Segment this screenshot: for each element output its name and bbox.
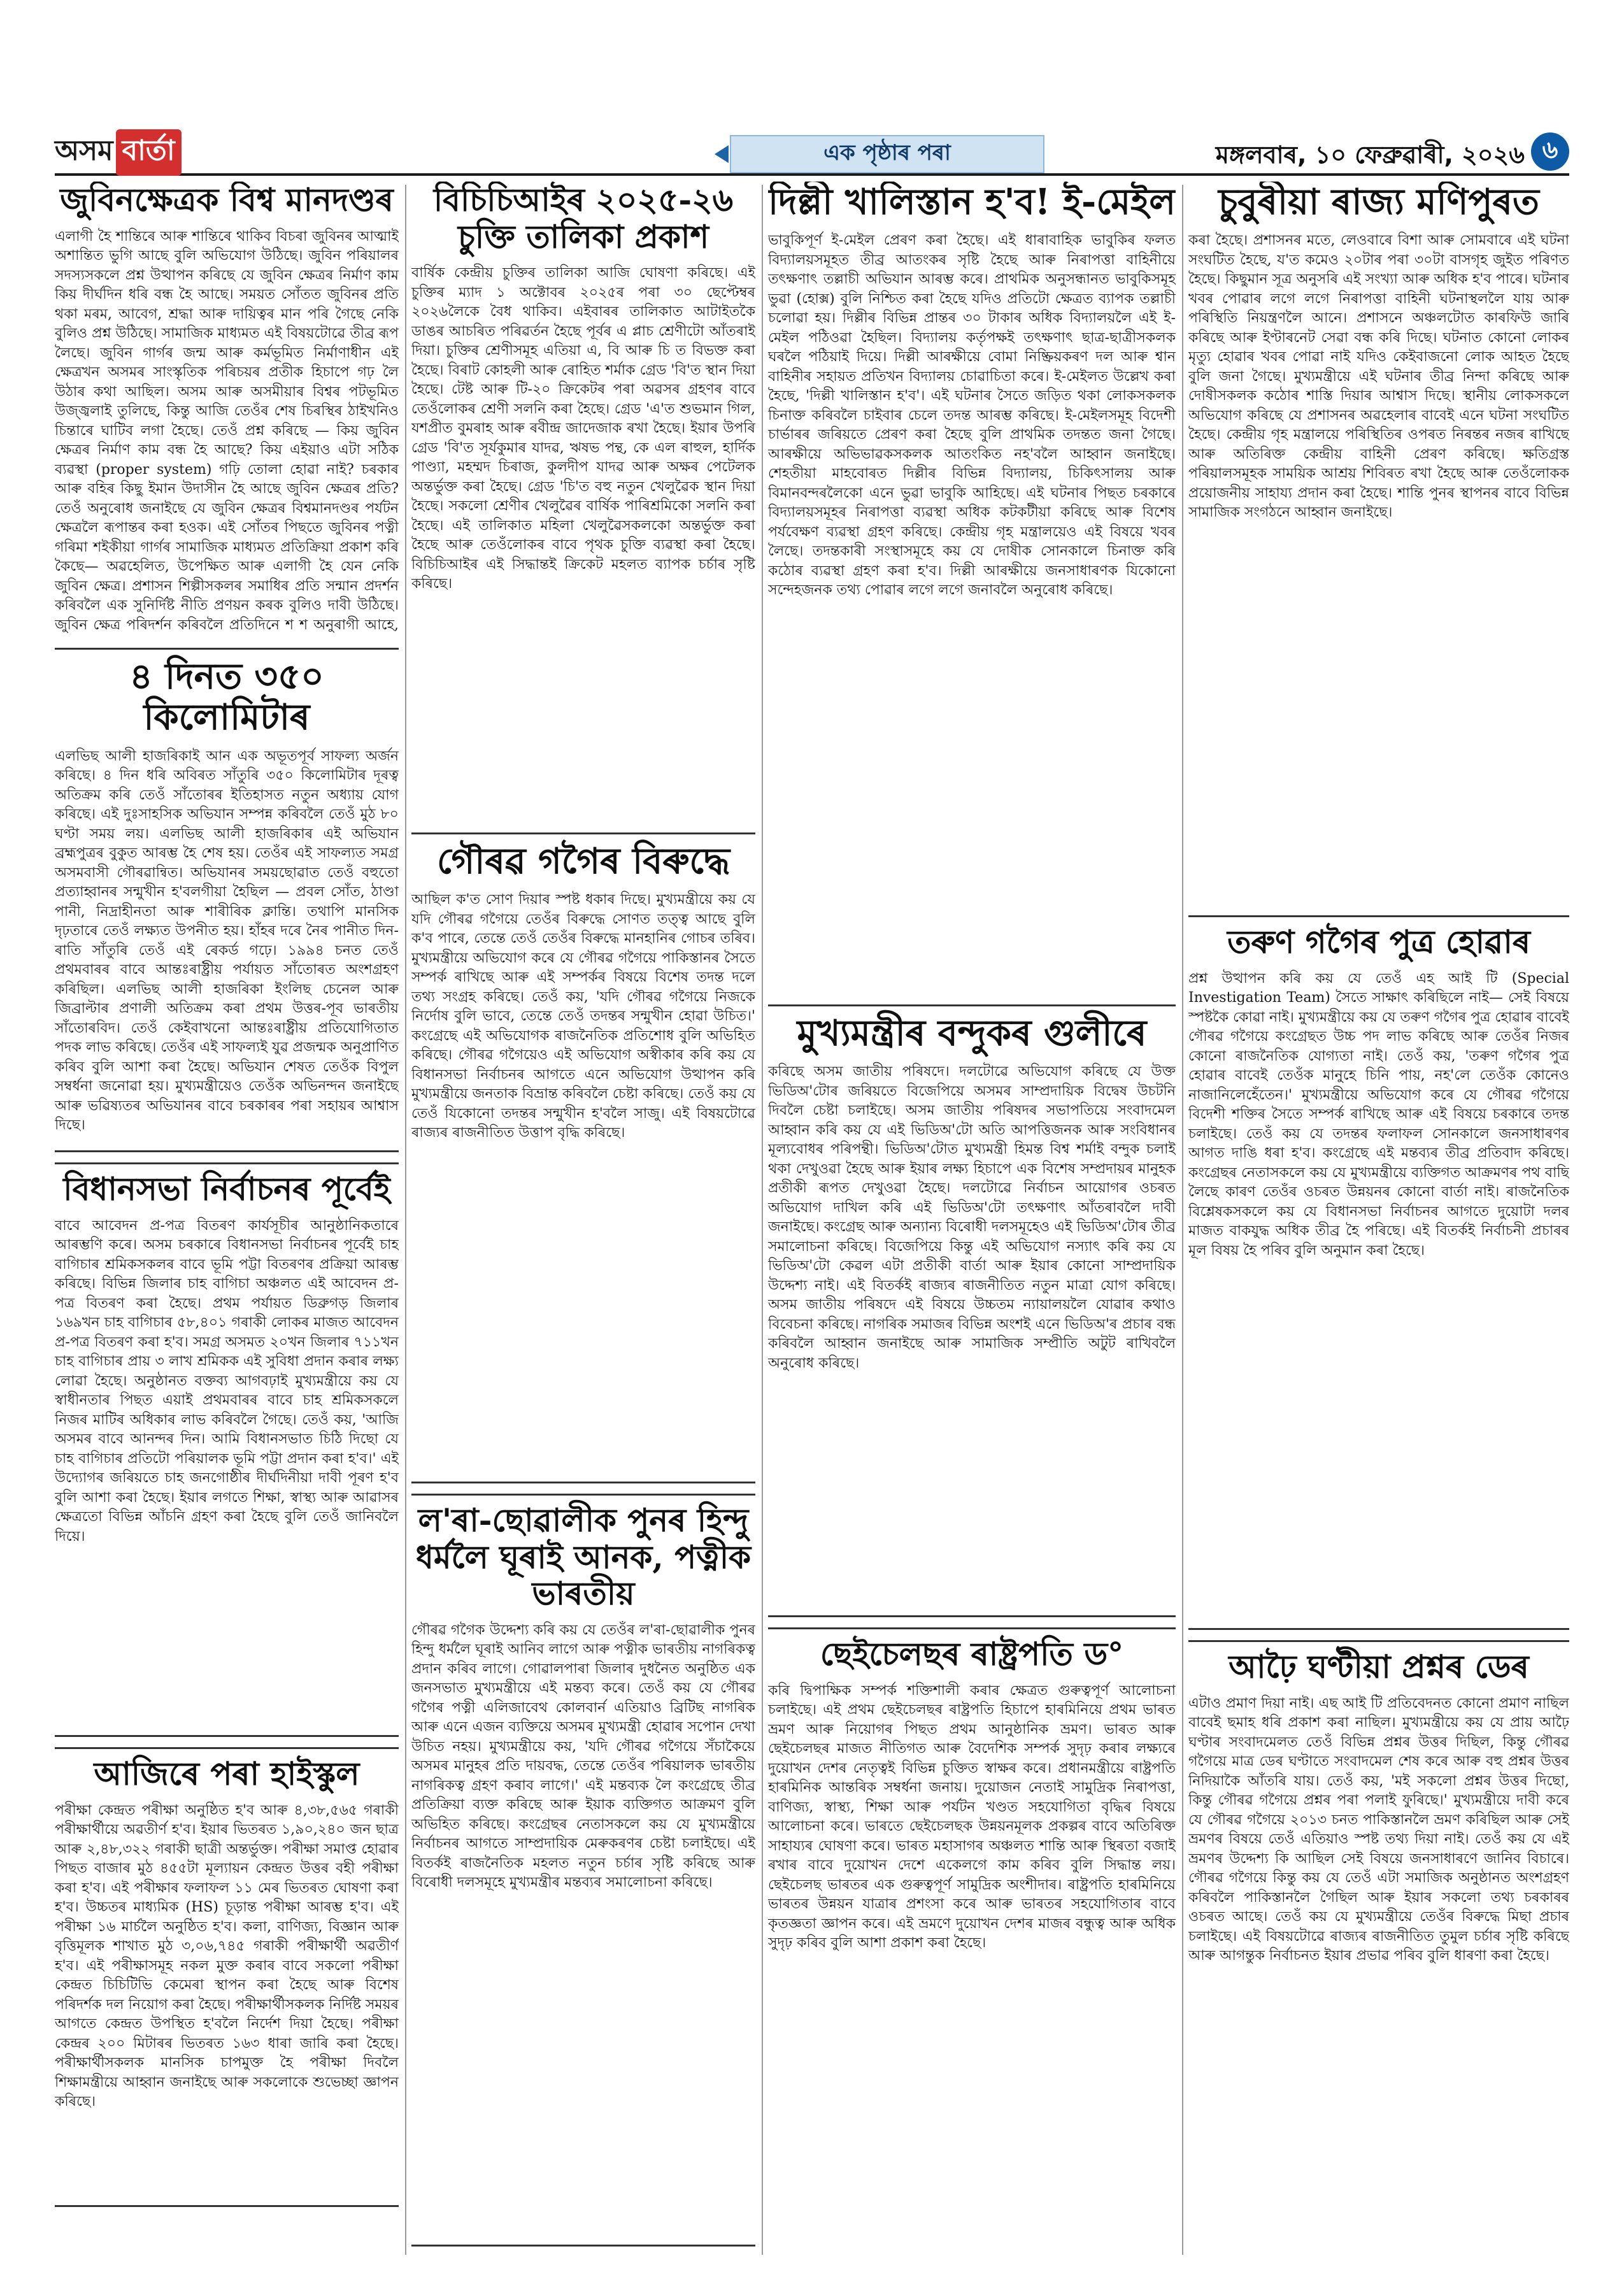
column-1 bbox=[55, 182, 399, 2258]
column-4 bbox=[1188, 182, 1569, 2258]
article-body: প্ৰশ্ন উত্থাপন কৰি কয় যে তেওঁ এহ আই টি (Special Investigation Team) সৈতে সাক্ষাৎ কৰিছিলে নাই— সেই বিষয়ে স্পষ্টকৈ কোৱা নাই। মুখ্যমন্ত্ৰীয়ে কয় যে তৰুণ গগৈৰ পুত্ৰ হোৱাৰ বাবেই গৌৰৱ গগৈয়ে কংগ্ৰেছত উচ্চ পদ লাভ কৰিছে আৰু তেওঁৰ নিজৰ কোনো ৰাজনৈতিক যোগ্যতা নাই। তেওঁ কয়, 'তৰুণ গগৈৰ পুত্ৰ হোৱাৰ বাবেই তেওঁক মানুহে চিনি পায়, নহ'লে তেওঁক কোনেও নাজানিলেহেঁতেন।' মুখ্যমন্ত্ৰীয়ে অভিযোগ কৰে যে গৌৰৱ গগৈয়ে বিদেশী শক্তিৰ সৈতে সম্পৰ্ক ৰাখিছে আৰু এই বিষয়ে চৰকাৰে তদন্ত চলাইছে। তেওঁ কয় যে তদন্তৰ ফলাফল সোনকালে জনসাধাৰণৰ আগত দাঙি ধৰা হ'ব। কংগ্ৰেছে এই মন্তব্যৰ তীব্ৰ প্ৰতিবাদ কৰিছে। কংগ্ৰেছৰ নেতাসকলে কয় যে মুখ্যমন্ত্ৰীয়ে ব্যক্তিগত আক্ৰমণৰ পথ বাছি লৈছে কাৰণ তেওঁৰ ওচৰত উন্নয়নৰ কোনো বাৰ্তা নাই। ৰাজনৈতিক বিশ্লেষকসকলে কয় যে বিধানসভা নিৰ্বাচনৰ আগতে দুয়োটা দলৰ মাজত বাকযুদ্ধ অধিক তীব্ৰ হৈ পৰিছে। এই বিতৰ্কই নিৰ্বাচনী প্ৰচাৰৰ মূল বিষয় হৈ পৰিব বুলি অনুমান কৰা হৈছে। bbox=[1188, 970, 1569, 1259]
article-body: এলাগী হৈ শান্তিৰে আৰু শান্তিৰে থাকিব বিচৰা জুবিনৰ আত্মাই অশান্তিত ভুগি আছে বুলি অভিযোগ উঠিছে। জুবিন পৰিয়ালৰ সদস্যসকলে প্ৰশ্ন উত্থাপন কৰিছে যে জুবিন ক্ষেত্ৰৰ নিৰ্মাণ কাম কিয় দীৰ্ঘদিন ধৰি বন্ধ হৈ আছে। সময়ত সোঁতত জুবিনৰ প্ৰতি থকা মৰম, আবেগ, শ্ৰদ্ধা আৰু দায়িত্বৰ মান পৰি গৈছে নেকি বুলিও প্ৰশ্ন উঠিছে। সামাজিক মাধ্যমত এই বিষয়টোৱে তীব্ৰ ৰূপ লৈছে। জুবিন গাৰ্গৰ জন্ম আৰু কৰ্মভূমিত নিৰ্মাণাধীন এই ক্ষেত্ৰখন অসমৰ সাংস্কৃতিক পৰিচয়ৰ প্ৰতীক হিচাপে গঢ় লৈ উঠাৰ কথা আছিল। অসম আৰু অসমীয়াৰ বিশ্বৰ পটভূমিত উজ্জ্বলাই তুলিছে, কিন্তু আজি তেওঁৰ শেষ চিৰস্থিৰ ঠাইখনিও চিন্তাৰে ঘাটিব লগা হৈছে। তেওঁ প্ৰশ্ন কৰিছে — কিয় জুবিন ক্ষেত্ৰৰ নিৰ্মাণ কাম বন্ধ হৈ আছে? কিয় এইয়াও এটা সঠিক ব্যৱস্থা (proper system) গঢ়ি তোলা হোৱা নাই? চৰকাৰ আৰু বহিৰ কিছু ইমান উদাসীন হৈ আছে জুবিন ক্ষেত্ৰৰ প্ৰতি? তেওঁ অনুৰোধ জনাইছে যে জুবিন ক্ষেত্ৰৰ বিশ্বমানদণ্ডৰ পৰ্যটন ক্ষেত্ৰলৈ ৰূপান্তৰ কৰা হওক। এই সোঁতৰ পিছতে জুবিনৰ পত্নী গৰিমা শইকীয়া গাৰ্গৰ সামাজিক মাধ্যমত প্ৰতিক্ৰিয়া প্ৰকাশ কৰি কৈছে— অৱহেলিত, উপেক্ষিত আৰু এলাগী হৈ যেন নেকি জুবিন ক্ষেত্ৰ। প্ৰশাসন শিল্পীসকলৰ সমাধিৰ প্ৰতি সন্মান প্ৰদৰ্শন কৰিবলৈ এক সুনিৰ্দিষ্ট নীতি প্ৰণয়ন কৰক বুলিও দাবী উঠিছে। জুবিন ক্ষেত্ৰ পৰিদৰ্শন কৰিবলৈ প্ৰতিদিনে শ শ অনুৰাগী আহে, bbox=[55, 228, 399, 633]
article-headline[interactable]: আজিৰে পৰা হাইস্কুল bbox=[94, 1755, 360, 1792]
article-press-conference bbox=[1188, 1640, 1569, 2258]
article-jubin-kshetra bbox=[55, 182, 399, 634]
article-bcci-contracts bbox=[411, 182, 755, 818]
article-headline[interactable]: চুবুৰীয়া ৰাজ্য মণিপুৰত bbox=[1218, 182, 1539, 223]
masthead bbox=[55, 132, 1569, 176]
article-headline[interactable]: দিল্লী খালিস্তান হ'ব! ই-মেইল bbox=[768, 182, 1176, 223]
article-cm-gun-video bbox=[768, 1004, 1176, 1617]
article-body: গৌৰৱ গগৈক উদ্দেশ্য কৰি কয় যে তেওঁৰ ল'ৰা-ছোৱালীক পুনৰ হিন্দু ধৰ্মলৈ ঘূৰাই আনিব লাগে আৰু পত্নীক ভাৰতীয় নাগৰিকত্ব প্ৰদান কৰিব লাগে। গোৱালপাৰা জিলাৰ দুধনৈত অনুষ্ঠিত এক জনসভাত মুখ্যমন্ত্ৰীয়ে এই মন্তব্য কৰে। তেওঁ কয় যে গৌৰৱ গগৈৰ পত্নী এলিজাবেথ কোলবাৰ্ন এতিয়াও ব্ৰিটিছ নাগৰিক আৰু এনে এজন ব্যক্তিয়ে অসমৰ মুখ্যমন্ত্ৰী হোৱাৰ সপোন দেখা উচিত নহয়। মুখ্যমন্ত্ৰীয়ে কয়, 'যদি গৌৰৱ গগৈয়ে সঁচাকৈয়ে অসমৰ মানুহৰ প্ৰতি দায়বদ্ধ, তেন্তে তেওঁৰ পৰিয়ালক ভাৰতীয় নাগৰিকত্ব গ্ৰহণ কৰাব লাগে।' এই মন্তব্যক লৈ কংগ্ৰেছে তীব্ৰ প্ৰতিক্ৰিয়া ব্যক্ত কৰিছে আৰু ইয়াক ব্যক্তিগত আক্ৰমণ বুলি অভিহিত কৰিছে। কংগ্ৰেছৰ নেতাসকলে কয় যে মুখ্যমন্ত্ৰীয়ে নিৰ্বাচনৰ আগতে সাম্প্ৰদায়িক মেৰুকৰণৰ চেষ্টা চলাইছে। এই বিতৰ্কই ৰাজনৈতিক মহলত নতুন চৰ্চাৰ সৃষ্টি কৰিছে আৰু বিৰোধী দলসমূহে মুখ্যমন্ত্ৰীৰ মন্তব্যৰ সমালোচনা কৰিছে। bbox=[411, 1622, 755, 1890]
article-hindu-religion bbox=[411, 1494, 755, 2247]
article-headline[interactable]: আঢ়ৈ ঘণ্টীয়া প্ৰশ্নৰ ডেৰ bbox=[1229, 1648, 1529, 1685]
article-body: এলভিছ আলী হাজৰিকাই আন এক অভূতপূৰ্ব সাফল্য অৰ্জন কৰিছে। ৪ দিন ধৰি অবিৰত সাঁতুৰি ৩৫০ কিলোমিটাৰ দূৰত্ব অতিক্ৰম কৰি তেওঁ সাঁতোৰৰ ইতিহাসত নতুন অধ্যায় যোগ কৰিছে। এই দুঃসাহসিক অভিযান সম্পন্ন কৰিবলৈ তেওঁ মুঠ ৮০ ঘণ্টা সময় লয়। এলভিছ আলী হাজৰিকাৰ এই অভিযান ব্ৰহ্মপুত্ৰৰ বুকুত আৰম্ভ হৈ শেষ হয়। তেওঁৰ এই সাফল্যত সমগ্ৰ অসমবাসী গৌৰৱান্বিত। অভিযানৰ সময়ছোৱাত তেওঁ বহুতো প্ৰত্যাহ্বানৰ সন্মুখীন হ'বলগীয়া হৈছিল — প্ৰবল সোঁত, ঠাণ্ডা পানী, নিদ্ৰাহীনতা আৰু শাৰীৰিক ক্লান্তি। তথাপি মানসিক দৃঢ়তাৰে তেওঁ লক্ষ্যত উপনীত হয়। হাঁহৰ দৰে নৈৰ পানীত দিন-ৰাতি সাঁতুৰি তেওঁ এই ৰেকৰ্ড গঢ়ে। ১৯৯৪ চনত তেওঁ প্ৰথমবাৰৰ বাবে আন্তঃৰাষ্ট্ৰীয় পৰ্যায়ত সাঁতোৰত অংশগ্ৰহণ কৰিছিল। এলভিছ আলী হাজৰিকা ইংলিছ চেনেল আৰু জিব্ৰাল্টাৰ প্ৰণালী অতিক্ৰম কৰা প্ৰথম উত্তৰ-পূব ভাৰতীয় সাঁতোৰবিদ। তেওঁ কেইবাখনো আন্তঃৰাষ্ট্ৰীয় প্ৰতিযোগিতাত পদক লাভ কৰিছে। তেওঁৰ এই সাফল্যই যুৱ প্ৰজন্মক অনুপ্ৰাণিত কৰিব বুলি আশা কৰা হৈছে। অভিযান শেষত তেওঁক বিপুল সম্বৰ্ধনা জনোৱা হয়। মুখ্যমন্ত্ৰীয়েও তেওঁক অভিনন্দন জনাইছে আৰু ভৱিষ্যতৰ অভিযানৰ বাবে চৰকাৰৰ পৰা সহায়ৰ আশ্বাস দিছে। bbox=[55, 748, 399, 1134]
logo-text-part2: বাৰ্তা bbox=[116, 129, 182, 176]
article-delhi-khalistan-email bbox=[768, 182, 1176, 990]
article-headline[interactable]: বিচিচিআইৰ ২০২৫-২৬ চুক্তি তালিকা প্ৰকাশ bbox=[433, 182, 734, 255]
article-body: কৰিছে অসম জাতীয় পৰিষদে। দলটোৱে অভিযোগ কৰিছে যে উক্ত ভিডিঅ'টোৰ জৰিয়তে বিজেপিয়ে অসমৰ সাম্প্ৰদায়িক বিদ্বেষ উচটনি দিবলৈ চেষ্টা চলাইছে। অসম জাতীয় পৰিষদৰ সভাপতিয়ে সংবাদমেল আহ্বান কৰি কয় যে এই ভিডিঅ'টো অতি আপত্তিজনক আৰু সংবিধানৰ মূল্যবোধৰ পৰিপন্থী। ভিডিঅ'টোত মুখ্যমন্ত্ৰী হিমন্ত বিশ্ব শৰ্মাই বন্দুক চলাই থকা দেখুওৱা হৈছে আৰু ইয়াৰ লক্ষ্য হিচাপে এক বিশেষ সম্প্ৰদায়ৰ মানুহক প্ৰতীকী ৰূপত দেখুওৱা হৈছে। দলটোৱে নিৰ্বাচন আয়োগৰ ওচৰত অভিযোগ দাখিল কৰি এই ভিডিঅ'টো তৎক্ষণাৎ আঁতৰাবলৈ দাবী জনাইছে। কংগ্ৰেছ আৰু অন্যান্য বিৰোধী দলসমূহেও এই ভিডিঅ'টোৰ তীব্ৰ সমালোচনা কৰিছে। বিজেপিয়ে কিন্তু এই অভিযোগ নস্যাৎ কৰি কয় যে ভিডিঅ'টো কেৱল এটা প্ৰতীকী বাৰ্তা আৰু ইয়াৰ কোনো সাম্প্ৰদায়িক উদ্দেশ্য নাই। এই বিতৰ্কই ৰাজ্যৰ ৰাজনীতিত নতুন মাত্ৰা যোগ কৰিছে। অসম জাতীয় পৰিষদে এই বিষয়ে উচ্চতম ন্যায়ালয়লৈ যোৱাৰ কথাও বিবেচনা কৰিছে। নাগৰিক সমাজৰ বিভিন্ন অংশই এনে ভিডিঅ'ৰ প্ৰচাৰ বন্ধ কৰিবলৈ আহ্বান জনাইছে আৰু সামাজিক সম্প্ৰীতি অটুট ৰাখিবলৈ অনুৰোধ কৰিছে। bbox=[768, 1064, 1176, 1371]
article-tarun-gogoi-son bbox=[1188, 915, 1569, 1630]
article-manipur bbox=[1188, 182, 1569, 901]
arrow-left-icon bbox=[715, 145, 729, 163]
column-divider bbox=[1182, 185, 1183, 2255]
article-body: ভাবুকিপূৰ্ণ ই-মেইল প্ৰেৰণ কৰা হৈছে। এই ধাৰাবাহিক ভাবুকিৰ ফলত বিদ্যালয়সমূহত তীব্ৰ আতংকৰ সৃষ্টি হৈছে আৰু নিৰাপত্তা বাহিনীয়ে তৎক্ষণাৎ তল্লাচী অভিযান আৰম্ভ কৰে। প্ৰাথমিক অনুসন্ধানত ভাবুকিসমূহ ভুৱা (হোক্স) বুলি নিশ্চিত কৰা হৈছে যদিও প্ৰতিটো ক্ষেত্ৰত ব্যাপক তল্লাচী চলোৱা হয়। দিল্লীৰ বিভিন্ন প্ৰান্তৰ ৩০ টাকাৰ অধিক বিদ্যালয়লৈ এই ই-মেইল পঠিওৱা হৈছিল। বিদ্যালয় কৰ্তৃপক্ষই তৎক্ষণাৎ ছাত্ৰ-ছাত্ৰীসকলক ঘৰলৈ পঠিয়াই দিয়ে। দিল্লী আৰক্ষীয়ে বোমা নিষ্ক্ৰিয়কৰণ দল আৰু শ্বান বাহিনীৰ সহায়ত প্ৰতিখন বিদ্যালয় চোৱাচিতা কৰে। ই-মেইলত উল্লেখ কৰা হৈছে, 'দিল্লী খালিস্তান হ'ব'। এই ঘটনাৰ সৈতে জড়িত থকা লোকসকলক চিনাক্ত কৰিবলৈ চাইবাৰ চেলে তদন্ত আৰম্ভ কৰিছে। ই-মেইলসমূহ বিদেশী চাৰ্ভাৰৰ জৰিয়তে প্ৰেৰণ কৰা হৈছে বুলি প্ৰাথমিক তদন্তত জনা গৈছে। আৰক্ষীয়ে অভিভাৱকসকলক আতংকিত নহ'বলৈ আহ্বান জনাইছে। শেহতীয়া মাহবোৰত দিল্লীৰ বিভিন্ন বিদ্যালয়, চিকিৎসালয় আৰু বিমানবন্দৰলৈকো এনে ভুৱা ভাবুকি আহিছে। এই ঘটনাৰ পিছত চৰকাৰে বিদ্যালয়সমূহৰ নিৰাপত্তা ব্যৱস্থা অধিক কটকটীয়া কৰিছে আৰু বিশেষ পৰ্যবেক্ষণ ব্যৱস্থা গ্ৰহণ কৰিছে। কেন্দ্ৰীয় গৃহ মন্ত্ৰালয়েও এই বিষয়ে খবৰ লৈছে। তদন্তকাৰী সংস্থাসমূহে কয় যে দোষীক সোনকালে চিনাক্ত কৰি কঠোৰ ব্যৱস্থা গ্ৰহণ কৰা হ'ব। দিল্লী আৰক্ষীয়ে জনসাধাৰণক যিকোনো সন্দেহজনক তথ্য পোৱাৰ লগে লগে জনাবলৈ অনুৰোধ কৰিছে। bbox=[768, 232, 1176, 599]
article-seychelles-president bbox=[768, 1627, 1176, 2258]
article-headline[interactable]: ল'ৰা-ছোৱালীক পুনৰ হিন্দু ধৰ্মলৈ ঘূৰাই আনক, পত্নীক ভাৰতীয় bbox=[415, 1501, 751, 1612]
article-gaurav-gogoi bbox=[411, 832, 755, 1483]
article-headline[interactable]: ছেইচেলছৰ ৰাষ্ট্ৰপতি ড° bbox=[820, 1635, 1124, 1673]
section-label bbox=[730, 135, 1044, 173]
article-headline[interactable]: ৪ দিনত ৩৫০ কিলোমিটাৰ bbox=[129, 655, 324, 739]
column-divider bbox=[405, 185, 406, 2255]
column-3 bbox=[768, 182, 1176, 2258]
logo-text-part1: অসম bbox=[55, 134, 113, 167]
section-label-text: এক পৃষ্ঠাৰ পৰা bbox=[823, 139, 951, 166]
article-body: কৰি দ্বিপাক্ষিক সম্পৰ্ক শক্তিশালী কৰাৰ ক্ষেত্ৰত গুৰুত্বপূৰ্ণ আলোচনা চলাইছে। এই প্ৰথম ছেইচেলছৰ ৰাষ্ট্ৰপতি হিচাপে হাৰমিনিয়ে প্ৰথম ভাৰত ভ্ৰমণ আৰু নিয়োগৰ পিছত প্ৰথম আনুষ্ঠানিক ভ্ৰমণ। ভাৰত আৰু ছেইচেলছৰ মাজত নীতিগত আৰু বৈদেশিক সম্পৰ্ক সুদৃঢ় কৰাৰ লক্ষ্যৰে দুয়োখন দেশৰ নেতৃত্বই বিভিন্ন চুক্তিত স্বাক্ষৰ কৰে। প্ৰধানমন্ত্ৰীয়ে ৰাষ্ট্ৰপতি হাৰমিনিক আন্তৰিক সম্বৰ্ধনা জনায়। দুয়োজন নেতাই সামুদ্ৰিক নিৰাপত্তা, বাণিজ্য, স্বাস্থ্য, শিক্ষা আৰু পৰ্যটন খণ্ডত সহযোগিতা বৃদ্ধিৰ বিষয়ে আলোচনা কৰে। ভাৰতে ছেইচেলছক উন্নয়নমূলক প্ৰকল্পৰ বাবে অতিৰিক্ত সাহায্যৰ ঘোষণা কৰে। ভাৰত মহাসাগৰ অঞ্চলত শান্তি আৰু স্থিৰতা বজাই ৰখাৰ বাবে দুয়োখন দেশে একেলগে কাম কৰিব বুলি সিদ্ধান্ত লয়। ছেইচেলছ ভাৰতৰ এক গুৰুত্বপূৰ্ণ সামুদ্ৰিক অংশীদাৰ। ৰাষ্ট্ৰপতি হাৰমিনিয়ে ভাৰতৰ উন্নয়ন যাত্ৰাৰ প্ৰশংসা কৰে আৰু ভাৰতৰ সহযোগিতাৰ বাবে কৃতজ্ঞতা জ্ঞাপন কৰে। এই ভ্ৰমণে দুয়োখন দেশৰ মাজৰ বন্ধুত্ব আৰু অধিক সুদৃঢ় কৰিব বুলি আশা প্ৰকাশ কৰা হৈছে। bbox=[768, 1682, 1176, 1951]
issue-date: মঙ্গলবাৰ, ১০ ফেব্ৰুৱাৰী, ২০২৬ bbox=[1215, 141, 1525, 169]
article-headline[interactable]: তৰুণ গগৈৰ পুত্ৰ হোৱাৰ bbox=[1227, 923, 1530, 961]
article-body: পৰীক্ষা কেন্দ্ৰত পৰীক্ষা অনুষ্ঠিত হ'ব আৰু ৪,৩৮,৫৬৫ গৰাকী পৰীক্ষাৰ্থীয়ে অৱতীৰ্ণ হ'ব। ইয়াৰ ভিতৰত ১,৯০,২৪০ জন ছাত্ৰ আৰু ২,৪৮,৩২২ গৰাকী ছাত্ৰী অন্তৰ্ভুক্ত। পৰীক্ষা সমাপ্ত হোৱাৰ পিছত বাজাৰ মুঠ ৪৫৫টা মূল্যায়ন কেন্দ্ৰত উত্তৰ বহী পৰীক্ষা কৰা হ'ব। এই পৰীক্ষাৰ ফলাফল ১১ মেৰ ভিতৰত ঘোষণা কৰা হ'ব। উচ্চতৰ মাধ্যমিক (HS) চূড়ান্ত পৰীক্ষা আৰম্ভ হ'ব। এই পৰীক্ষা ১৬ মাৰ্চলৈ অনুষ্ঠিত হ'ব। কলা, বাণিজ্য, বিজ্ঞান আৰু বৃত্তিমূলক শাখাত মুঠ ৩,০৬,৭৪৫ গৰাকী পৰীক্ষাৰ্থী অৱতীৰ্ণ হ'ব। এই পৰীক্ষাসমূহ নকল মুক্ত কৰাৰ বাবে সকলো পৰীক্ষা কেন্দ্ৰত চিচিটিভি কেমেৰা স্থাপন কৰা হৈছে আৰু বিশেষ পৰিদৰ্শক দল নিয়োগ কৰা হৈছে। পৰীক্ষাৰ্থীসকলক নিৰ্দিষ্ট সময়ৰ আগতে কেন্দ্ৰত উপস্থিত হ'বলৈ নিৰ্দেশ দিয়া হৈছে। পৰীক্ষা কেন্দ্ৰৰ ২০০ মিটাৰৰ ভিতৰত ১৬৩ ধাৰা জাৰি কৰা হৈছে। পৰীক্ষাৰ্থীসকলক মানসিক চাপমুক্ত হৈ পৰীক্ষা দিবলৈ শিক্ষামন্ত্ৰীয়ে আহ্বান জনাইছে আৰু সকলোকে শুভেচ্ছা জ্ঞাপন কৰিছে। bbox=[55, 1802, 399, 2110]
article-assembly-election bbox=[55, 1162, 399, 1737]
column-2 bbox=[411, 182, 755, 2258]
article-hslc-exam bbox=[55, 1747, 399, 2207]
article-body: এটাও প্ৰমাণ দিয়া নাই। এছ আই টি প্ৰতিবেদনত কোনো প্ৰমাণ নাছিল বাবেই ছমাহ ধৰি প্ৰকাশ কৰা নাছিল। মুখ্যমন্ত্ৰীয়ে কয় যে প্ৰায় আঢ়ৈ ঘণ্টাৰ সংবাদমেলত তেওঁ বিভিন্ন প্ৰশ্নৰ উত্তৰ দিছিল, কিন্তু গৌৰৱ গগৈয়ে মাত্ৰ ডেৰ ঘণ্টাতে সংবাদমেল শেষ কৰে আৰু বহু প্ৰশ্নৰ উত্তৰ নিদিয়াকৈ আঁতৰি যায়। তেওঁ কয়, 'মই সকলো প্ৰশ্নৰ উত্তৰ দিছো, কিন্তু গৌৰৱ গগৈয়ে প্ৰশ্নৰ পৰা পলাই ফুৰিছে।' মুখ্যমন্ত্ৰীয়ে দাবী কৰে যে গৌৰৱ গগৈয়ে ২০১৩ চনত পাকিস্তানলৈ ভ্ৰমণ কৰিছিল আৰু সেই ভ্ৰমণৰ বিষয়ে তেওঁ এতিয়াও স্পষ্ট তথ্য দিয়া নাই। তেওঁ কয় যে এই ভ্ৰমণৰ উদ্দেশ্য কি আছিল সেই বিষয়ে জনসাধাৰণে জানিব বিচাৰে। গৌৰৱ গগৈয়ে কিন্তু কয় যে তেওঁ এটা সমাজিক অনুষ্ঠানত অংশগ্ৰহণ কৰিবলৈ পাকিস্তানলৈ গৈছিল আৰু ইয়াৰ সকলো তথ্য চৰকাৰৰ ওচৰত আছে। তেওঁ কয় যে মুখ্যমন্ত্ৰীয়ে তেওঁৰ বিৰুদ্ধে মিছা প্ৰচাৰ চলাইছে। এই বিষয়টোৱে ৰাজ্যৰ ৰাজনীতিত তুমুল চৰ্চাৰ সৃষ্টি কৰিছে আৰু আগন্তুক নিৰ্বাচনত ইয়াৰ প্ৰভাৱ পৰিব বুলি ধাৰণা কৰা হৈছে। bbox=[1188, 1695, 1569, 1964]
column-divider bbox=[762, 185, 763, 2255]
article-body: আছিল ক'ত সোণ দিয়াৰ স্পষ্ট ধকাৰ দিছে। মুখ্যমন্ত্ৰীয়ে কয় যে যদি গৌৰৱ গগৈয়ে তেওঁৰ বিৰুদ্ধে সোণত তত্ত্ব আছে বুলি ক'ব পাৰে, তেন্তে তেওঁ তেওঁৰ বিৰুদ্ধে মানহানিৰ গোচৰ তৰিব। মুখ্যমন্ত্ৰীয়ে অভিযোগ কৰে যে গৌৰৱ গগৈয়ে পাকিস্তানৰ সৈতে সম্পৰ্ক ৰাখিছে আৰু এই সম্পৰ্কৰ বিষয়ে বিশেষ তদন্ত দলে তথ্য সংগ্ৰহ কৰিছে। তেওঁ কয়, 'যদি গৌৰৱ গগৈয়ে নিজকে নিৰ্দোষ বুলি ভাবে, তেন্তে তেওঁ তদন্তৰ সন্মুখীন হোৱা উচিত।' কংগ্ৰেছে এই অভিযোগক ৰাজনৈতিক প্ৰতিশোধ বুলি অভিহিত কৰিছে। গৌৰৱ গগৈয়েও এই অভিযোগ অস্বীকাৰ কৰি কয় যে বিধানসভা নিৰ্বাচনৰ আগতে এনে অভিযোগ উত্থাপন কৰি মুখ্যমন্ত্ৰীয়ে জনতাক বিভ্ৰান্ত কৰিবলৈ চেষ্টা কৰিছে। তেওঁ কয় যে তেওঁ যিকোনো তদন্তৰ সন্মুখীন হ'বলৈ সাজু। এই বিষয়টোৱে ৰাজ্যৰ ৰাজনীতিত উত্তাপ বৃদ্ধি কৰিছে। bbox=[411, 892, 755, 1141]
article-headline[interactable]: বিধানসভা নিৰ্বাচনৰ পূৰ্বেই bbox=[63, 1170, 390, 1208]
article-body: বাৰ্ষিক কেন্দ্ৰীয় চুক্তিৰ তালিকা আজি ঘোষণা কৰিছে। এই চুক্তিৰ ম্যাদ ১ অক্টোবৰ ২০২৫ৰ পৰা ৩০ ছেপ্টেম্বৰ ২০২৬লৈকে বৈধ থাকিব। এইবাৰৰ তালিকাত আটাইতকৈ ডাঙৰ আচৰিত পৰিৱৰ্তন হৈছে পূৰ্বৰ এ প্লাচ শ্ৰেণীটো আঁতৰাই দিয়া। চুক্তিৰ শ্ৰেণীসমূহ এতিয়া এ, বি আৰু চি ত বিভক্ত কৰা হৈছে। বিৰাট কোহলী আৰু ৰোহিত শৰ্মাক গ্ৰেড 'বি'ত স্থান দিয়া হৈছে। টেষ্ট আৰু টি-২০ ক্ৰিকেটৰ পৰা অৱসৰ গ্ৰহণৰ বাবে তেওঁলোকৰ শ্ৰেণী সলনি কৰা হৈছে। গ্ৰেড 'এ'ত শুভমান গিল, যশপ্ৰীত বুমৰাহ আৰু ৰবীন্দ্ৰ জাদেজাক ৰখা হৈছে। ইয়াৰ উপৰি গ্ৰেড 'বি'ত সূৰ্যকুমাৰ যাদৱ, ঋষভ পন্থ, কে এল ৰাহুল, হাৰ্দিক পাণ্ড্যা, মহম্মদ চিৰাজ, কুলদীপ যাদৱ আৰু অক্ষৰ পেটেলক অন্তৰ্ভুক্ত কৰা হৈছে। গ্ৰেড 'চি'ত বহু নতুন খেলুৱৈক স্থান দিয়া হৈছে। সকলো শ্ৰেণীৰ খেলুৱৈৰ বাৰ্ষিক পাৰিশ্ৰমিকো সলনি কৰা হৈছে। এই তালিকাত মহিলা খেলুৱৈসকলকো অন্তৰ্ভুক্ত কৰা হৈছে আৰু তেওঁলোকৰ বাবে পৃথক চুক্তি ব্যৱস্থা কৰা হৈছে। বিচিচিআইৰ এই সিদ্ধান্তই ক্ৰিকেট মহলত ব্যাপক চৰ্চাৰ সৃষ্টি কৰিছে। bbox=[411, 265, 755, 592]
article-body: কৰা হৈছে। প্ৰশাসনৰ মতে, লেওবাৰে বিশা আৰু সোমবাৰে এই ঘটনা সংঘটিত হৈছে, য'ত কমেও ২০টাৰ পৰা ৩০টা বাসগৃহ জুইত পৰিণত হৈছে। কিছুমান সূত্ৰ অনুসৰি এই সংখ্যা আৰু অধিক হ'ব পাৰে। ঘটনাৰ খবৰ পোৱাৰ লগে লগে নিৰাপত্তা বাহিনী ঘটনাস্থললৈ যায় আৰু পৰিস্থিতি নিয়ন্ত্ৰণলৈ আনে। প্ৰশাসনে অঞ্চলটোত কাৰফিউ জাৰি কৰিছে আৰু ইণ্টাৰনেট সেৱা বন্ধ কৰি দিছে। ঘটনাত কোনো লোকৰ মৃত্যু হোৱাৰ খবৰ পোৱা নাই যদিও কেইবাজনো লোক আহত হৈছে বুলি জনা গৈছে। মুখ্যমন্ত্ৰীয়ে এই ঘটনাৰ তীব্ৰ নিন্দা কৰিছে আৰু দোষীসকলক কঠোৰ শাস্তি দিয়াৰ আশ্বাস দিছে। স্থানীয় লোকসকলে অভিযোগ কৰিছে যে প্ৰশাসনৰ অৱহেলাৰ বাবেই এনে ঘটনা সংঘটিত হৈছে। কেন্দ্ৰীয় গৃহ মন্ত্ৰালয়ে পৰিস্থিতিৰ ওপৰত নিৰন্তৰ নজৰ ৰাখিছে আৰু অতিৰিক্ত কেন্দ্ৰীয় বাহিনী প্ৰেৰণ কৰিছে। ক্ষতিগ্ৰস্ত পৰিয়ালসমূহক সাময়িক আশ্ৰয় শিবিৰত ৰখা হৈছে আৰু তেওঁলোকক প্ৰয়োজনীয় সাহায্য প্ৰদান কৰা হৈছে। শান্তি পুনৰ স্থাপনৰ বাবে বিভিন্ন সামাজিক সংগঠনে আহ্বান জনাইছে। bbox=[1188, 232, 1569, 521]
newspaper-logo[interactable] bbox=[55, 134, 182, 171]
article-350-km-swim bbox=[55, 648, 399, 1152]
article-body: বাবে আবেদন প্ৰ-পত্ৰ বিতৰণ কাৰ্যসূচীৰ আনুষ্ঠানিকতাৰে আৰম্ভণি কৰে। অসম চৰকাৰে বিধানসভা নিৰ্বাচনৰ পূৰ্বেই চাহ বাগিচাৰ শ্ৰমিকসকলৰ বাবে ভূমি পট্টা বিতৰণৰ প্ৰক্ৰিয়া আৰম্ভ কৰিছে। বিভিন্ন জিলাৰ চাহ বাগিচা অঞ্চলত এই আবেদন প্ৰ-পত্ৰ বিতৰণ কৰা হৈছে। প্ৰথম পৰ্যায়ত ডিব্ৰুগড় জিলাৰ ১৬৯খন চাহ বাগিচাৰ ৫৮,৪০১ গৰাকী লোকৰ মাজত আবেদন প্ৰ-পত্ৰ বিতৰণ কৰা হ'ব। সমগ্ৰ অসমত ২০খন জিলাৰ ৭১১খন চাহ বাগিচাৰ প্ৰায় ৩ লাখ শ্ৰমিকক এই সুবিধা প্ৰদান কৰাৰ লক্ষ্য লোৱা হৈছে। অনুষ্ঠানত বক্তব্য আগবঢ়াই মুখ্যমন্ত্ৰীয়ে কয় যে স্বাধীনতাৰ পিছত এয়াই প্ৰথমবাৰৰ বাবে চাহ শ্ৰমিকসকলে নিজৰ মাটিৰ অধিকাৰ লাভ কৰিবলৈ গৈছে। তেওঁ কয়, 'আজি অসমৰ বাবে আনন্দৰ দিন। আমি বিধানসভাত চিঠি দিছো যে চাহ বাগিচাৰ প্ৰতিটো পৰিয়ালক ভূমি পট্টা প্ৰদান কৰা হ'ব।' এই উদ্যোগৰ জৰিয়তে চাহ জনগোষ্ঠীৰ দীৰ্ঘদিনীয়া দাবী পূৰণ হ'ব বুলি আশা কৰা হৈছে। ইয়াৰ লগতে শিক্ষা, স্বাস্থ্য আৰু আৱাসৰ ক্ষেত্ৰতো বিভিন্ন আঁচনি গ্ৰহণ কৰা হৈছে বুলি তেওঁ জানিবলৈ দিয়ে। bbox=[55, 1217, 399, 1545]
page-number-badge: ৬ bbox=[1531, 132, 1569, 171]
article-headline[interactable]: গৌৰৱ গগৈৰ বিৰুদ্ধে bbox=[436, 840, 730, 882]
article-headline[interactable]: মুখ্যমন্ত্ৰীৰ বন্দুকৰ গুলীৰে bbox=[797, 1012, 1147, 1054]
article-headline[interactable]: জুবিনক্ষেত্ৰক বিশ্ব মানদণ্ডৰ bbox=[60, 182, 394, 218]
